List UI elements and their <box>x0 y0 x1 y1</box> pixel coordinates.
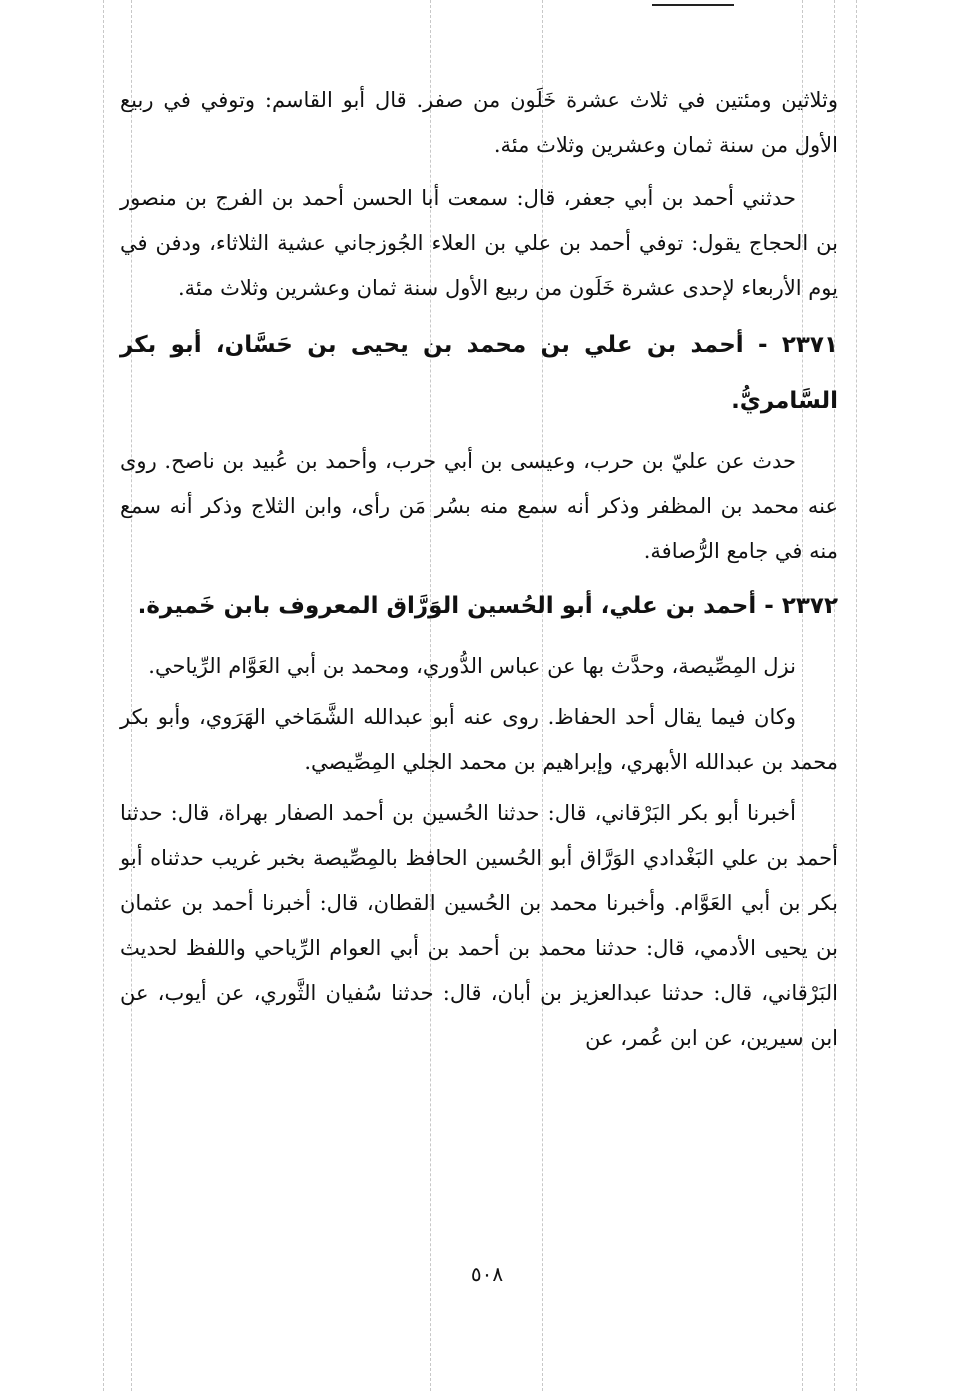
top-rule <box>652 4 734 6</box>
paragraph: وثلاثين ومئتين في ثلاث عشرة خَلَون من صفر. قال أبو القاسم: وتوفي في ربيع الأول من سنة ثمان وعشرين وثلاث مئة. <box>120 88 838 157</box>
paragraph: حدثني أحمد بن أبي جعفر، قال: سمعت أبا الحسن أحمد بن الفرج بن منصور بن الحجاج يقول: توفي أحمد بن علي بن العلاء الجُوزجاني عشية الثلاثاء، ودفن في يوم الأربعاء لإحدى عشرة خَلَون من ربيع الأول سنة ثمان وعشرين وثلاث مئة. <box>120 186 838 300</box>
paragraph: أخبرنا أبو بكر البَرْقاني، قال: حدثنا الحُسين بن أحمد الصفار بهراة، قال: حدثنا أحمد بن علي البَغْدادي الوَرَّاق أبو الحُسين الحافظ بالمِصِّيصة بخبر غريب حدثناه أبو بكر بن أبي العَوَّام. وأخبرنا محمد بن الحُسين القطان، قال: أخبرنا أحمد بن عثمان بن يحيى الأدمي، قال: حدثنا محمد بن أحمد بن أبي العوام الرِّياحي واللفظ لحديث البَرْقاني، قال: حدثنا عبدالعزيز بن أبان، قال: حدثنا سُفيان الثَّوري، عن أيوب، عن ابن سيرين، عن ابن عُمر، عن <box>120 801 838 1050</box>
scan-guide-line <box>103 0 104 1391</box>
paragraph: نزل المِصِّيصة، وحدَّث بها عن عباس الدُّوري، ومحمد بن أبي العَوَّام الرِّياحي. <box>148 654 796 678</box>
body-text <box>120 78 838 1061</box>
paragraph: حدث عن عليّ بن حرب، وعيسى بن أبي حرب، وأحمد بن عُبيد بن ناصح. روى عنه محمد بن المظفر وذكر أنه سمع منه بسُر مَن رأى، وابن الثلاج وذكر أنه سمع منه في جامع الرُّصافة. <box>120 449 838 563</box>
entry-heading: ٢٣٧٢ - أحمد بن علي، أبو الحُسين الوَرَّاق المعروف بابن خَميرة. <box>137 593 838 619</box>
scan-guide-line <box>856 0 857 1391</box>
page-number: ٥٠٨ <box>470 1262 504 1286</box>
paragraph: وكان فيما يقال أحد الحفاظ. روى عنه أبو عبدالله الشَّمَاخي الهَرَوي، وأبو بكر محمد بن عبدالله الأبهري، وإبراهيم بن محمد الجلي المِصِّيصي. <box>120 705 838 774</box>
entry-heading: ٢٣٧١ - أحمد بن علي بن محمد بن يحيى بن حَسَّان، أبو بكر السَّامريُّ. <box>120 332 838 414</box>
